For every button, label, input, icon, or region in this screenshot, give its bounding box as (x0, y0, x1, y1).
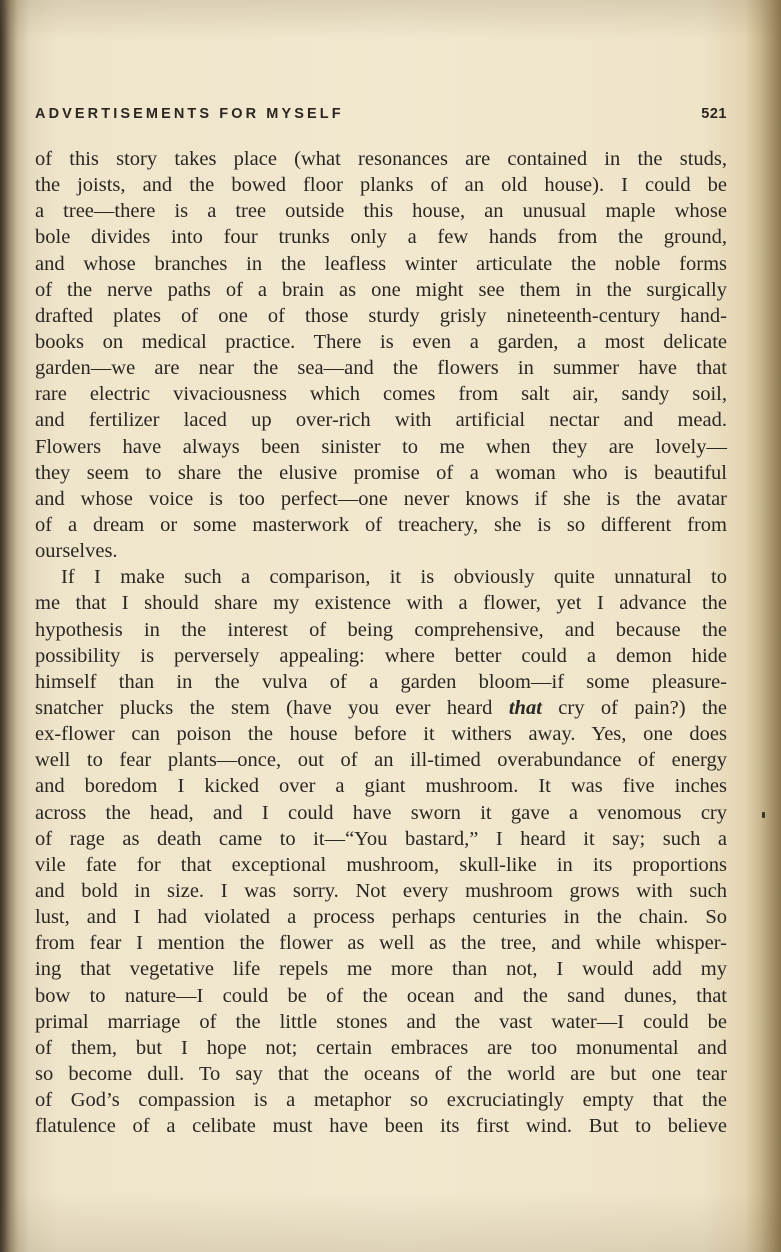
text-line: of the nerve paths of a brain as one might see them in the surgically (35, 278, 727, 301)
text-line: well to fear plants—once, out of an ill-timed overabundance of energy (35, 749, 727, 772)
text-line: they seem to share the elusive promise of a woman who is beautiful (35, 461, 727, 484)
text-line: himself than in the vulva of a garden bloom—if some pleasure- (35, 670, 727, 693)
text-line: books on medical practice. There is even a garden, a most delicate (35, 330, 727, 353)
text-line: garden—we are near the sea—and the flowers in summer have that (35, 357, 727, 380)
text-line: possibility is perversely appealing: where better could a demon hide (35, 644, 727, 667)
text-line: If I make such a comparison, it is obviously quite unnatural to (61, 566, 727, 589)
text-line: and whose voice is too perfect—one never knows if she is the avatar (35, 487, 727, 510)
text-line (35, 695, 727, 721)
text-line: and bold in size. I was sorry. Not every mushroom grows with such (35, 879, 727, 902)
text-line: and boredom I kicked over a giant mushroom. It was five inches (35, 775, 727, 798)
text-line: from fear I mention the flower as well as the tree, and while whisper- (35, 932, 727, 955)
text-line: ourselves. (35, 540, 118, 563)
body-text (35, 146, 727, 1139)
text-line: of rage as death came to it—“You bastard,” I heard it say; such a (35, 827, 727, 850)
text-segment: cry of pain?) the (558, 696, 728, 719)
text-line: of them, but I hope not; certain embraces are too monumental and (35, 1036, 727, 1059)
running-title: ADVERTISEMENTS FOR MYSELF (35, 106, 344, 122)
text-line: Flowers have always been sinister to me when they are lovely— (35, 435, 727, 458)
text-line: flatulence of a celibate must have been its first wind. But to believe (35, 1115, 727, 1138)
text-line: of a dream or some masterwork of treachery, she is so different from (35, 513, 727, 536)
margin-mark (762, 812, 765, 818)
text-line: vile fate for that exceptional mushroom, skull-like in its proportions (35, 853, 727, 876)
text-line: ex-flower can poison the house before it withers away. Yes, one does (35, 723, 727, 746)
text-line: me that I should share my existence with a flower, yet I advance the (35, 592, 727, 615)
text-line: hypothesis in the interest of being comprehensive, and because the (35, 618, 727, 641)
emphasis-word: that (508, 696, 542, 719)
text-line: and fertilizer laced up over-rich with artificial nectar and mead. (35, 409, 727, 432)
text-line: of this story takes place (what resonances are contained in the studs, (35, 148, 727, 170)
text-line: across the head, and I could have sworn it gave a venomous cry (35, 801, 727, 824)
text-line: bow to nature—I could be of the ocean and the sand dunes, that (35, 984, 727, 1007)
running-head (35, 106, 727, 122)
text-line: rare electric vivaciousness which comes from salt air, sandy soil, (35, 383, 727, 406)
text-line: ing that vegetative life repels me more than not, I would add my (35, 958, 727, 981)
text-line: so become dull. To say that the oceans of the world are but one tear (35, 1062, 727, 1085)
text-segment: snatcher plucks the stem (have you ever heard (35, 696, 493, 719)
text-line: bole divides into four trunks only a few hands from the ground, (35, 226, 727, 249)
page-number: 521 (701, 106, 727, 122)
text-line: lust, and I had violated a process perhaps centuries in the chain. So (35, 906, 727, 929)
text-line: primal marriage of the little stones and the vast water—I could be (35, 1010, 727, 1033)
text-line: the joists, and the bowed floor planks of an old house). I could be (35, 174, 727, 197)
text-line: drafted plates of one of those sturdy grisly nineteenth-century hand- (35, 304, 727, 327)
text-line: a tree—there is a tree outside this house, an unusual maple whose (35, 200, 727, 223)
text-line: of God’s compassion is a metaphor so excruciatingly empty that the (35, 1089, 727, 1112)
text-line: and whose branches in the leafless winter articulate the noble forms (35, 252, 727, 275)
